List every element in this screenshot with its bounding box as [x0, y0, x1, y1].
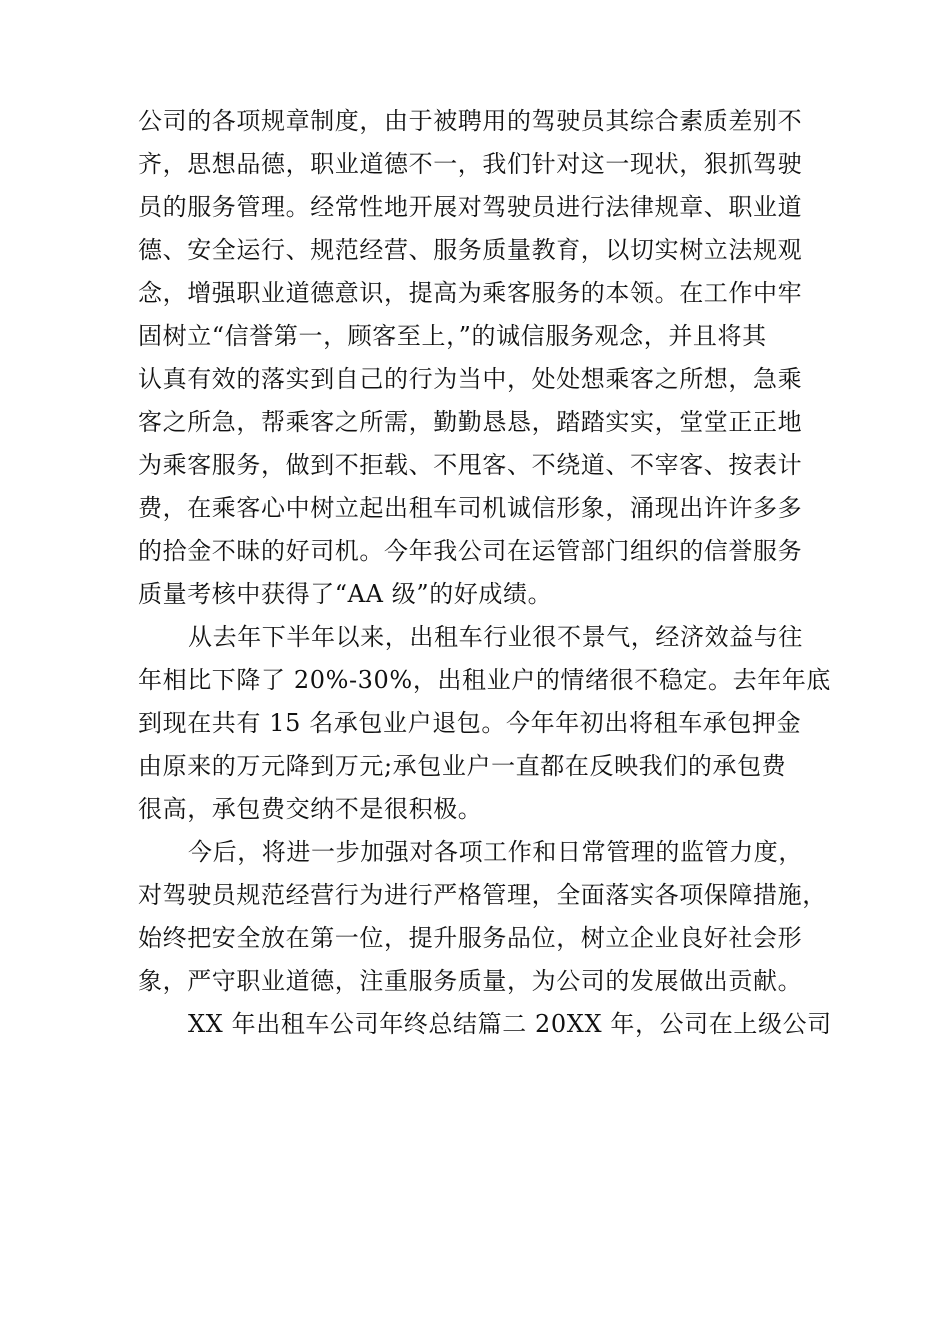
paragraph-2 [138, 616, 838, 831]
text-line: 年相比下降了 20%-30%，出租业户的情绪很不稳定。去年年底 [138, 666, 832, 694]
text-line: 从去年下半年以来，出租车行业很不景气，经济效益与往 [188, 623, 803, 651]
document-body [138, 100, 838, 1046]
paragraph-1 [138, 100, 838, 616]
text-line: 为乘客服务，做到不拒载、不甩客、不绕道、不宰客、按表计 [138, 451, 803, 479]
paragraph-3 [138, 831, 838, 1003]
text-line: 始终把安全放在第一位，提升服务品位，树立企业良好社会形 [138, 924, 803, 952]
text-line: 由原来的万元降到万元;承包业户一直都在反映我们的承包费 [138, 752, 787, 780]
text-line: XX 年出租车公司年终总结篇二 20XX 年，公司在上级公司 [188, 1010, 832, 1038]
text-line: 公司的各项规章制度，由于被聘用的驾驶员其综合素质差别不 [138, 107, 803, 135]
text-line: 固树立“信誉第一，顾客至上，”的诚信服务观念，并且将其 [138, 322, 767, 350]
text-line: 对驾驶员规范经营行为进行严格管理，全面落实各项保障措施， [138, 881, 827, 909]
text-line: 客之所急，帮乘客之所需，勤勤恳恳，踏踏实实，堂堂正正地 [138, 408, 803, 436]
text-line: 齐，思想品德，职业道德不一，我们针对这一现状，狠抓驾驶 [138, 150, 803, 178]
text-line: 念，增强职业道德意识，提高为乘客服务的本领。在工作中牢 [138, 279, 803, 307]
text-line: 费，在乘客心中树立起出租车司机诚信形象，涌现出许许多多 [138, 494, 803, 522]
text-line: 认真有效的落实到自己的行为当中，处处想乘客之所想，急乘 [138, 365, 803, 393]
text-line: 员的服务管理。经常性地开展对驾驶员进行法律规章、职业道 [138, 193, 803, 221]
text-line: 很高，承包费交纳不是很积极。 [138, 795, 483, 823]
text-line: 的拾金不昧的好司机。今年我公司在运管部门组织的信誉服务 [138, 537, 803, 565]
text-line: 德、安全运行、规范经营、服务质量教育，以切实树立法规观 [138, 236, 803, 264]
text-line: 质量考核中获得了“AA 级”的好成绩。 [138, 580, 553, 608]
text-line: 象，严守职业道德，注重服务质量，为公司的发展做出贡献。 [138, 967, 803, 995]
paragraph-4 [138, 1003, 838, 1046]
text-line: 今后，将进一步加强对各项工作和日常管理的监管力度， [188, 838, 803, 866]
text-line: 到现在共有 15 名承包业户退包。今年年初出将租车承包押金 [138, 709, 802, 737]
